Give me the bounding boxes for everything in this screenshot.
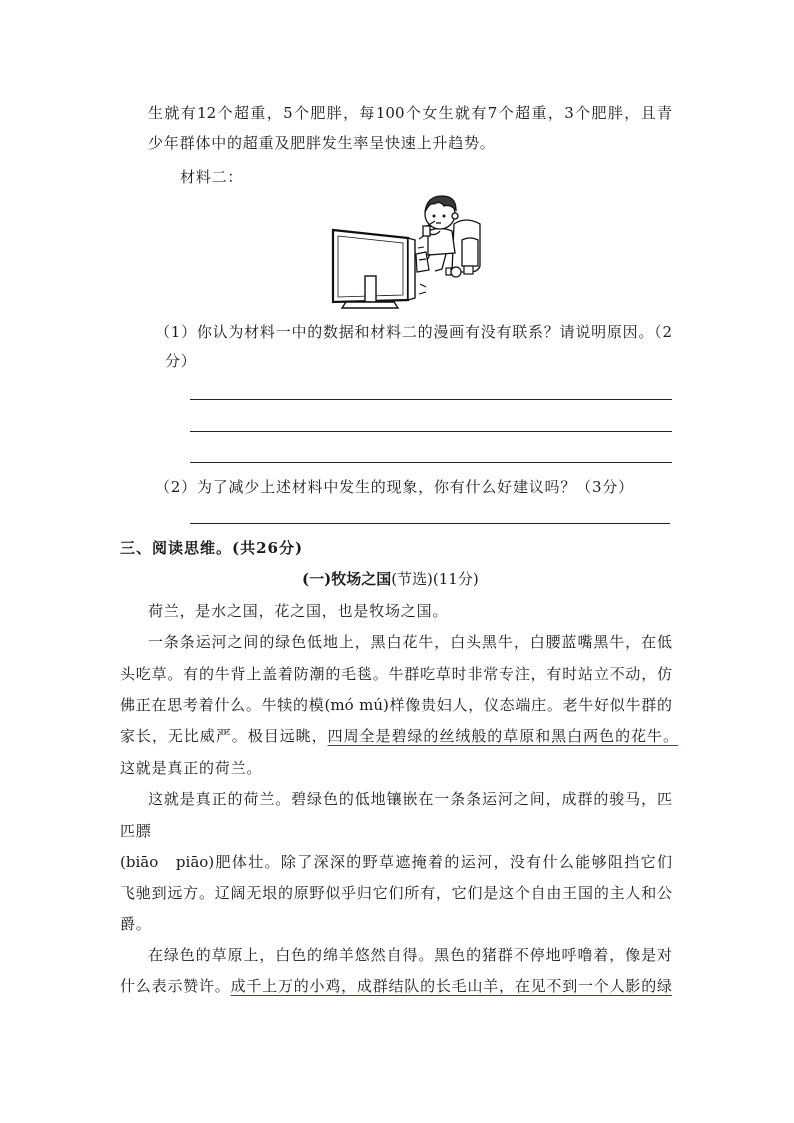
passage-note: (节选)(11分)	[391, 570, 479, 588]
cartoon-boy-watching-tv	[328, 190, 484, 314]
passage-line: 在绿色的草原上，白色的绵羊悠然自得。黑色的猪群不停地呼噜着，像是对	[148, 946, 672, 964]
passage-line: 飞驰到远方。辽阔无垠的原野似乎归它们所有，它们是这个自由王国的主人和公	[120, 884, 672, 902]
material1-line: 少年群体中的超重及肥胖发生率呈快速上升趋势。	[148, 134, 496, 152]
passage-line: (biāo piāo)肥体壮。除了深深的野草遮掩着的运河，没有什么能够阻挡它们	[120, 853, 672, 871]
passage-line	[120, 976, 672, 996]
tv-set	[333, 230, 415, 308]
underlined-sentence: 成千上万的小鸡，成群结队的长毛山羊，在见不到一个人影的绿	[230, 977, 672, 995]
passage-line: 一条条运河之间的绿色低地上，黑白花牛，白头黑牛，白腰蓝嘴黑牛，在低	[148, 633, 672, 651]
passage-line	[120, 726, 678, 746]
question-2-text: （2）为了减少上述材料中发生的现象，你有什么好建议吗？（3分）	[155, 478, 634, 496]
passage-segment: 家长，无比威严。极目远眺，	[120, 727, 328, 745]
passage-line: 佛正在思考着什么。牛犊的模(mó mú)样像贵妇人，仪态端庄。老牛好似牛群的	[120, 696, 672, 714]
answer-line	[190, 431, 672, 432]
answer-line	[190, 399, 672, 400]
section-title: 三、阅读思维。(共26分)	[120, 539, 304, 557]
answer-line	[190, 523, 670, 524]
underlined-sentence: 四周全是碧绿的丝绒般的草原和黑白两色的花牛。	[327, 727, 678, 745]
question-1-text: 分）	[165, 352, 197, 370]
passage-line: 荷兰，是水之国，花之国，也是牧场之国。	[148, 602, 449, 620]
passage-segment: 什么表示赞许。	[120, 977, 231, 995]
passage-line: 匹膘	[120, 822, 152, 840]
passage-line: 头吃草。有的牛背上盖着防潮的毛毯。牛群吃草时非常专注，有时站立不动，仿	[120, 665, 672, 683]
answer-line	[190, 462, 672, 463]
passage-line: 这就是真正的荷兰。碧绿色的低地镶嵌在一条条运河之间，成群的骏马，匹	[148, 790, 672, 808]
passage-heading	[302, 569, 479, 589]
passage-title: (一)牧场之国	[302, 570, 392, 588]
passage-line: 这就是真正的荷兰。	[120, 759, 263, 777]
question-1-text: （1）你认为材料一中的数据和材料二的漫画有没有联系？请说明原因。（2	[155, 323, 672, 341]
material2-label: 材料二：	[180, 168, 244, 186]
passage-line: 爵。	[120, 915, 152, 933]
sofa	[452, 220, 480, 272]
material1-line: 生就有12个超重，5个肥胖，每100个女生就有7个超重，3个肥胖，且青	[148, 104, 672, 122]
